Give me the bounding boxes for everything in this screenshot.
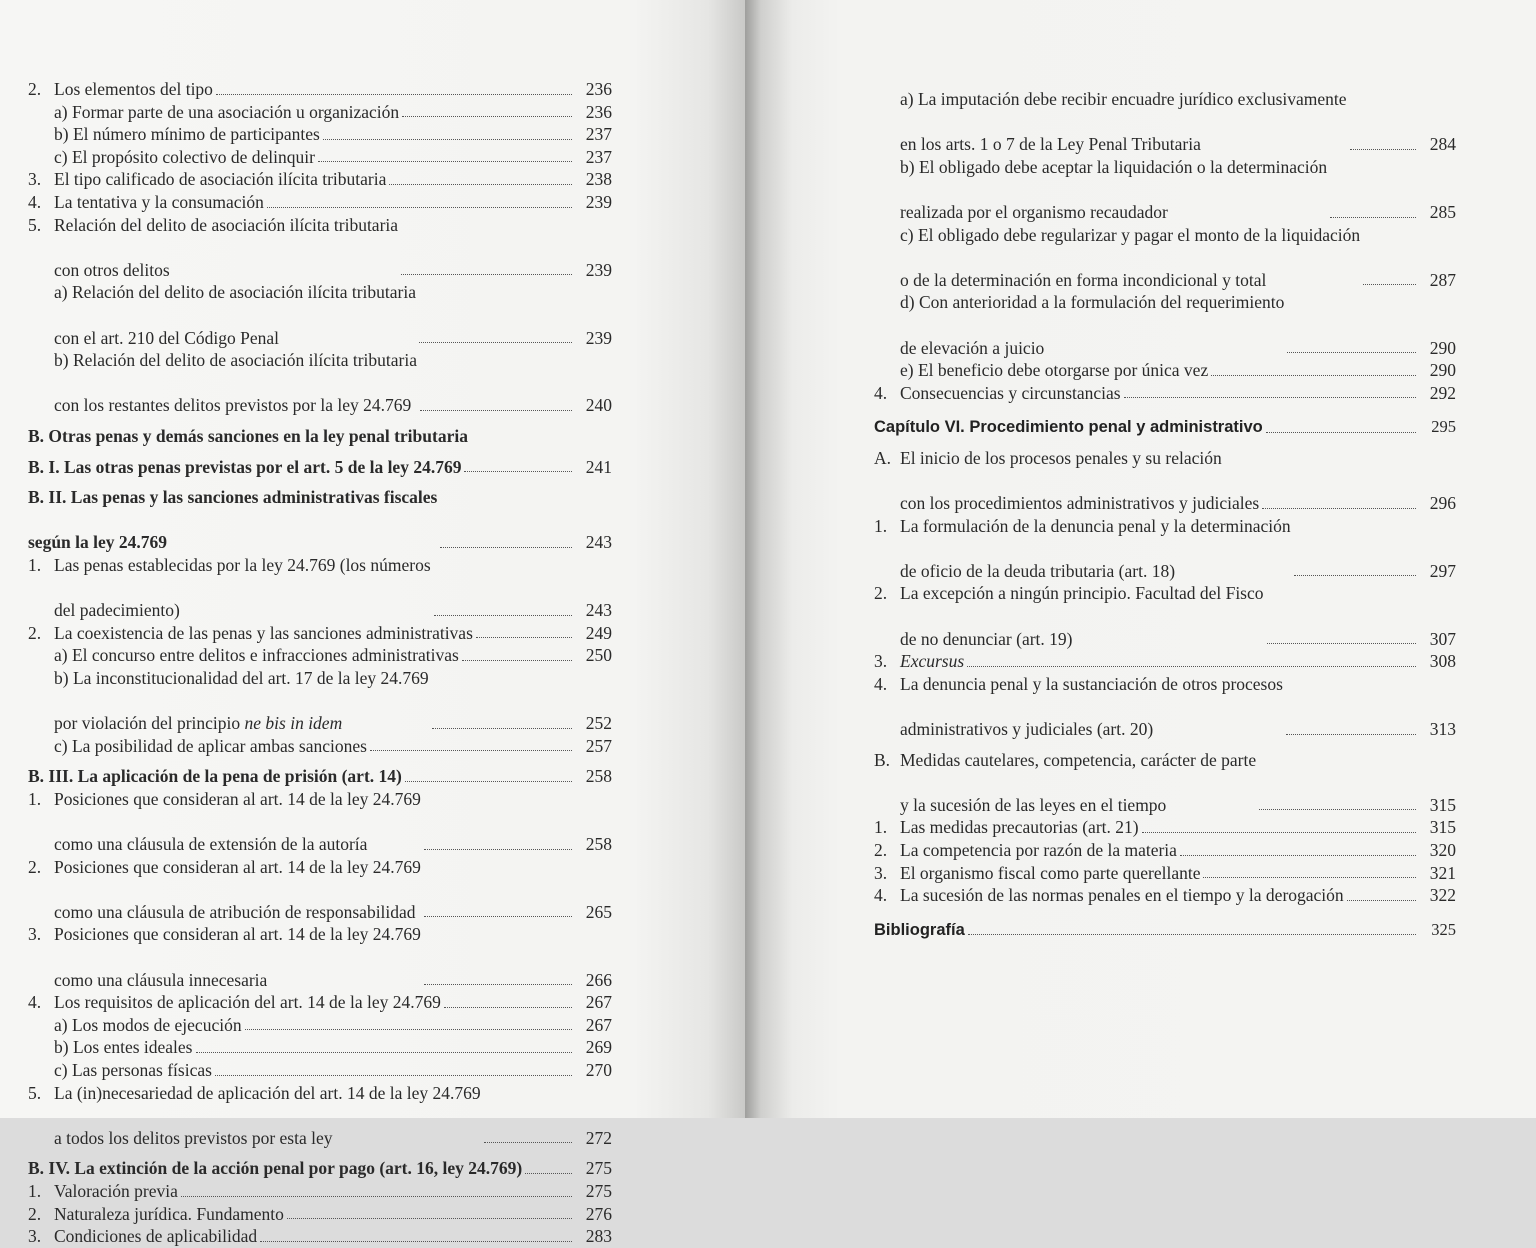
dot-leader [401,274,572,275]
toc-entry-title [28,1082,481,1150]
toc-entry-line: e) El beneficio debe otorgarse por única vez [900,360,1209,381]
toc-entry [28,1180,612,1203]
toc-entry [874,416,1456,439]
toc-spacer [28,478,612,486]
toc-entry [28,456,612,479]
dot-leader [1350,149,1416,150]
toc-entry [28,554,612,622]
toc-entry-title [874,919,965,942]
toc-page-number: 315 [1429,794,1456,815]
toc-entry-line: La sucesión de las normas penales en el tiempo y la derogación [900,885,1344,906]
dot-leader [323,139,572,140]
toc-entry [874,650,1456,673]
toc-entry-number: A. [874,447,892,468]
toc-entry-title [28,923,421,991]
toc-entry [874,224,1456,292]
dot-leader [1266,432,1416,433]
toc-page-number: 275 [585,1158,612,1179]
toc-entry-line: a) Formar parte de una asociación u organización [54,101,400,122]
toc-entry-line: La competencia por razón de la materia [900,840,1177,860]
toc-entry-line: b) El obligado debe aceptar la liquidación o la determinación [900,156,1328,177]
toc-entry-number: 2. [28,856,42,877]
toc-entry [28,486,612,554]
dot-leader [245,1029,572,1030]
toc-entry [874,156,1456,224]
toc-entry-line: d) Con anterioridad a la formulación del requerimiento [900,292,1285,313]
dot-leader [419,342,572,343]
toc-entry-line: de elevación a juicio [900,337,1045,358]
toc-page-number: 275 [585,1180,612,1201]
toc-page-number: 322 [1429,885,1456,906]
toc-page-number: 292 [1429,382,1456,403]
toc-spacer [874,404,1456,416]
toc-entry [874,515,1456,583]
toc-page-number: 315 [1429,817,1456,838]
toc-entry-title [874,359,1208,382]
dot-leader [434,615,572,616]
toc-entry-line: El organismo fiscal como parte querellante [900,862,1201,883]
toc-entry-number: 1. [874,515,888,536]
toc-page-number: 325 [1431,919,1456,939]
toc-entry-line: según la ley 24.769 [28,532,168,553]
toc-entry-line: Condiciones de aplicabilidad [54,1226,258,1247]
toc-entry-title [28,281,416,349]
toc-page-number: 241 [585,456,612,477]
toc-entry-title [874,673,1283,741]
toc-entry-title [28,101,399,124]
toc-entry [874,919,1456,942]
toc-entry-title [874,416,1263,439]
toc-entry-line: en los arts. 1 o 7 de la Ley Penal Tributaria [900,134,1201,155]
toc-page-number: 236 [585,101,612,122]
toc-entry [28,1014,612,1037]
toc-page-number: 237 [585,124,612,145]
toc-page-number: 243 [585,532,612,553]
toc-entry-line: c) El obligado debe regularizar y pagar el monto de la liquidación [900,224,1361,245]
dot-leader [267,207,572,208]
toc-entry-number: 3. [28,1226,42,1247]
toc-entry-title [874,88,1347,156]
toc-entry-line: con los procedimientos administrativos y judiciales [900,493,1260,514]
toc-entry-line: o de la determinación en forma incondicional y total [900,269,1267,290]
toc-entry-line: con los restantes delitos previstos por la ley 24.769 [54,395,412,416]
dot-leader [1347,900,1416,901]
toc-entry-line: Excursus [900,651,965,672]
toc-entry-number: 1. [28,1180,42,1201]
left-page [0,0,745,1247]
toc-entry-line: a todos los delitos previstos por esta ley [54,1127,333,1148]
toc-page-number: 320 [1429,840,1456,860]
toc-page-number: 250 [585,645,612,666]
toc-entry [28,667,612,735]
dot-leader [1262,508,1416,509]
toc-entry-line: a) La imputación debe recibir encuadre jurídico exclusivamente [900,89,1347,109]
toc-entry-line: La formulación de la denuncia penal y la determinación [900,515,1291,536]
toc-entry-line: a) El concurso entre delitos e infracciones administrativas [54,645,459,666]
dot-leader [402,116,572,117]
dot-leader [1259,809,1416,810]
dot-leader [389,184,572,185]
toc-entry-title [28,735,367,758]
dot-leader [370,750,572,751]
toc-page-number: 307 [1429,628,1456,649]
toc-entry [28,735,612,758]
toc-entry-number: 3. [874,651,888,672]
toc-entry [874,816,1456,839]
toc-entry [874,582,1456,650]
toc-entry [28,1157,612,1180]
dot-leader [432,728,572,729]
toc-entry-number: 2. [874,583,888,604]
toc-entry-number: 2. [28,1203,42,1224]
toc-page-number: 290 [1429,360,1456,381]
toc-entry-number: 1. [28,554,42,575]
toc-entry-line: Relación del delito de asociación ilícita tributaria [54,214,399,235]
toc-entry [28,1059,612,1082]
toc-entry-line: c) Las personas físicas [54,1059,212,1080]
dot-leader [1287,352,1416,353]
toc-entry-line: Las medidas precautorias (art. 21) [900,817,1139,838]
toc-entry [28,101,612,124]
toc-entry [28,644,612,667]
toc-page-number: 276 [585,1203,612,1224]
toc-entry-line: como una cláusula de atribución de responsabilidad [54,901,416,922]
toc-entry [28,991,612,1014]
toc-page-number: 269 [585,1037,612,1058]
toc-entry [28,281,612,349]
toc-spacer [28,448,612,456]
dot-leader [424,984,572,985]
toc-entry-line: Consecuencias y circunstancias [900,382,1121,403]
toc-entry-title [874,515,1291,583]
toc-entry-line: de no denunciar (art. 19) [900,628,1073,649]
toc-entry [874,382,1456,405]
toc-entry-number: 5. [28,214,42,235]
toc-entry-line: Naturaleza jurídica. Fundamento [54,1203,284,1224]
toc-entry-line: La tentativa y la consumación [54,191,264,212]
toc-entry [28,923,612,991]
toc-entry-line: c) La posibilidad de aplicar ambas sanciones [54,735,367,756]
toc-entry-line: con otros delitos [54,259,170,280]
toc-entry [28,78,612,101]
toc-entry-number: 4. [28,191,42,212]
toc-entry [874,447,1456,515]
toc-entry [28,1225,612,1248]
toc-entry-title [28,644,459,667]
toc-entry [874,839,1456,862]
toc-entry-number: 2. [28,79,42,99]
toc-entry-title [28,1225,257,1248]
toc-entry-line: b) Relación del delito de asociación ilícita tributaria [54,350,417,371]
dot-leader [260,1241,572,1242]
toc-page-number: 297 [1429,560,1456,581]
toc-page-number: 240 [585,395,612,416]
toc-entry-line: con el art. 210 del Código Penal [54,327,280,348]
dot-leader [424,916,572,917]
toc-entry-line: B. I. Las otras penas previstas por el art. 5 de la ley 24.769 [28,456,462,477]
toc-entry [874,673,1456,741]
toc-entry-title [28,456,461,479]
toc-entry-title [28,1157,522,1180]
toc-entry-line: a) Los modos de ejecución [54,1014,242,1035]
toc-entry-title [28,765,402,788]
toc-entry-title [28,168,386,191]
toc-entry-line: B. III. La aplicación de la pena de prisión (art. 14) [28,766,402,787]
toc-entry [28,146,612,169]
dot-leader [484,1142,572,1143]
toc-spacer [874,907,1456,919]
toc-entry [28,788,612,856]
toc-entry-number: 5. [28,1082,42,1103]
toc-entry-title [28,554,431,622]
toc-entry-number: 1. [28,788,42,809]
toc-entry-line: La excepción a ningún principio. Facultad del Fisco [900,583,1264,604]
toc-entry [874,291,1456,359]
toc-entry [28,425,612,448]
toc-entry-title [28,78,213,101]
toc-page-number: 267 [585,1014,612,1035]
toc-entry-title [874,382,1121,405]
toc-page-number: 266 [585,969,612,990]
toc-entry-title [28,622,473,645]
toc-entry [28,765,612,788]
toc-entry-title [28,667,429,735]
toc-entry-line: B. II. Las penas y las sanciones administrativas fiscales [28,487,438,508]
dot-leader [1203,877,1416,878]
toc-entry-line: b) La inconstitucionalidad del art. 17 de la ley 24.769 [54,667,429,688]
toc-entry [874,884,1456,907]
dot-leader [464,471,572,472]
toc-entry-number: 2. [28,622,42,643]
toc-entry-line: realizada por el organismo recaudador [900,201,1168,222]
dot-leader [287,1218,572,1219]
toc-entry [874,88,1456,156]
dot-leader [420,410,572,411]
toc-entry-number: B. [874,749,891,770]
toc-spacer [28,757,612,765]
toc-page-number: 239 [585,327,612,348]
toc-entry-line: como una cláusula de extensión de la autoría [54,834,368,854]
toc-entry-line: B. Otras penas y demás sanciones en la ley penal tributaria [28,425,468,446]
toc-entry-title [28,1203,284,1226]
dot-leader [1294,575,1416,576]
toc-page-number: 295 [1431,417,1456,437]
toc-entry [28,856,612,924]
toc-entry-title [28,856,421,924]
dot-leader [525,1173,572,1174]
toc-entry-number: 3. [874,862,888,883]
toc-entry [28,214,612,282]
toc-page-number: 284 [1429,134,1456,155]
toc-entry-number: 4. [28,992,42,1013]
toc-spacer [28,1149,612,1157]
toc-page-number: 283 [585,1226,612,1247]
toc-page-number: 270 [585,1059,612,1080]
toc-page-number: 252 [585,713,612,734]
toc-entry [874,749,1456,817]
toc-entry-line: Posiciones que consideran al art. 14 de la ley 24.769 [54,924,421,945]
toc-entry-line: del padecimiento) [54,600,180,621]
toc-entry-title [874,816,1139,839]
toc-entry [874,359,1456,382]
dot-leader [215,1075,572,1076]
toc-entry-number: 1. [874,817,888,838]
toc-entry-line: como una cláusula innecesaria [54,969,268,990]
dot-leader [181,1196,572,1197]
toc-entry-title [28,991,441,1014]
toc-entry-line: La (in)necesariedad de aplicación del art. 14 de la ley 24.769 [54,1082,481,1103]
toc-page-number: 258 [585,766,612,787]
dot-leader [1211,375,1416,376]
toc-entry-title [874,884,1344,907]
toc-left-list [28,78,612,1248]
toc-entry [28,1203,612,1226]
toc-entry-title [874,582,1264,650]
toc-entry-line: Medidas cautelares, competencia, carácter de parte [900,749,1257,770]
toc-spacer [28,417,612,425]
toc-page-number: 296 [1429,493,1456,514]
toc-entry-title [874,839,1177,862]
toc-entry-title [28,146,315,169]
toc-entry-title [28,1180,178,1203]
toc-entry-title [874,749,1256,817]
toc-entry-title [28,123,320,146]
toc-entry-number: 4. [874,885,888,906]
toc-entry-number: 4. [874,382,888,403]
dot-leader [405,781,572,782]
dot-leader [1180,855,1416,856]
toc-entry-line: El tipo calificado de asociación ilícita tributaria [54,169,387,190]
toc-right-list [874,88,1456,941]
toc-entry-line: b) Los entes ideales [54,1037,193,1058]
toc-entry [28,622,612,645]
toc-entry-title [874,447,1259,515]
toc-page-number: 265 [585,901,612,922]
toc-entry-title [28,1036,193,1059]
toc-entry-line: a) Relación del delito de asociación ilícita tributaria [54,282,417,303]
toc-page-number: 313 [1429,719,1456,740]
toc-page-number: 308 [1429,651,1456,672]
toc-entry-title [874,862,1200,885]
toc-page-number: 257 [585,735,612,756]
toc-entry-number: 3. [28,924,42,945]
dot-leader [1124,397,1416,398]
toc-entry [28,349,612,417]
toc-entry [28,191,612,214]
toc-page-number: 272 [585,1127,612,1148]
toc-entry [874,862,1456,885]
right-page [745,0,1536,1118]
toc-page-number: 239 [585,259,612,280]
toc-entry-line: Bibliografía [874,920,965,939]
toc-entry-line: B. IV. La extinción de la acción penal por pago (art. 16, ley 24.769) [28,1158,523,1179]
toc-page-number: 237 [585,146,612,167]
toc-entry-title [28,349,417,417]
toc-page-number: 239 [585,191,612,212]
toc-spacer [874,439,1456,447]
dot-leader [444,1007,572,1008]
toc-entry-line: Las penas establecidas por la ley 24.769 (los números [54,554,431,575]
toc-page-number: 243 [585,600,612,621]
toc-entry-line: La denuncia penal y la sustanciación de otros procesos [900,673,1283,694]
toc-entry [28,1036,612,1059]
toc-entry-line: El inicio de los procesos penales y su relación [900,447,1222,468]
toc-entry [28,123,612,146]
toc-entry-title [28,1014,242,1037]
toc-entry-title [28,486,437,554]
toc-entry-line: Posiciones que consideran al art. 14 de la ley 24.769 [54,788,421,809]
toc-entry-line: c) El propósito colectivo de delinquir [54,146,315,167]
toc-entry-title [28,788,421,856]
toc-entry-line: Valoración previa [54,1180,178,1201]
toc-page-number: 287 [1429,269,1456,290]
dot-leader [1267,643,1416,644]
dot-leader [967,666,1416,667]
toc-entry-line: de oficio de la deuda tributaria (art. 18) [900,560,1176,581]
dot-leader [1330,217,1416,218]
toc-entry-title [28,191,264,214]
toc-entry-title [874,291,1284,359]
toc-page-number: 285 [1429,201,1456,222]
toc-entry-line: La coexistencia de las penas y las sanciones administrativas [54,622,473,643]
toc-entry-title [28,214,398,282]
toc-page-number: 249 [585,622,612,643]
toc-page-number: 236 [585,79,612,99]
toc-entry [28,168,612,191]
toc-entry-title [874,224,1360,292]
dot-leader [1363,284,1416,285]
dot-leader [424,849,572,850]
toc-entry-number: 4. [874,673,888,694]
dot-leader [476,637,572,638]
toc-entry-line: administrativos y judiciales (art. 20) [900,719,1154,740]
toc-page-number: 238 [585,169,612,190]
toc-entry-title [874,156,1327,224]
dot-leader [440,547,572,548]
dot-leader [1142,832,1416,833]
dot-leader [1286,734,1416,735]
toc-entry-line: por violación del principio ne bis in idem [54,713,343,734]
toc-entry-title [28,425,468,448]
dot-leader [968,934,1416,935]
toc-entry-line: b) El número mínimo de participantes [54,124,320,145]
toc-entry-line: Los elementos del tipo [54,79,213,99]
toc-entry [28,1082,612,1150]
dot-leader [196,1052,573,1053]
toc-page-number: 267 [585,992,612,1013]
latin-phrase: ne bis in idem [244,713,343,734]
dot-leader [462,660,572,661]
dot-leader [216,94,572,95]
toc-entry-number: 3. [28,169,42,190]
toc-entry-line: y la sucesión de las leyes en el tiempo [900,794,1167,815]
toc-page-number: 290 [1429,337,1456,358]
toc-page-number: 258 [585,834,612,854]
toc-entry-line: Capítulo VI. Procedimiento penal y administrativo [874,418,1263,437]
toc-entry-title [28,1059,212,1082]
toc-entry-title [874,650,964,673]
toc-entry-line: Los requisitos de aplicación del art. 14 de la ley 24.769 [54,992,441,1013]
toc-entry-line: Posiciones que consideran al art. 14 de la ley 24.769 [54,856,421,877]
toc-entry-number: 2. [874,840,888,860]
dot-leader [318,161,572,162]
toc-page-number: 321 [1429,862,1456,883]
toc-spacer [874,741,1456,749]
